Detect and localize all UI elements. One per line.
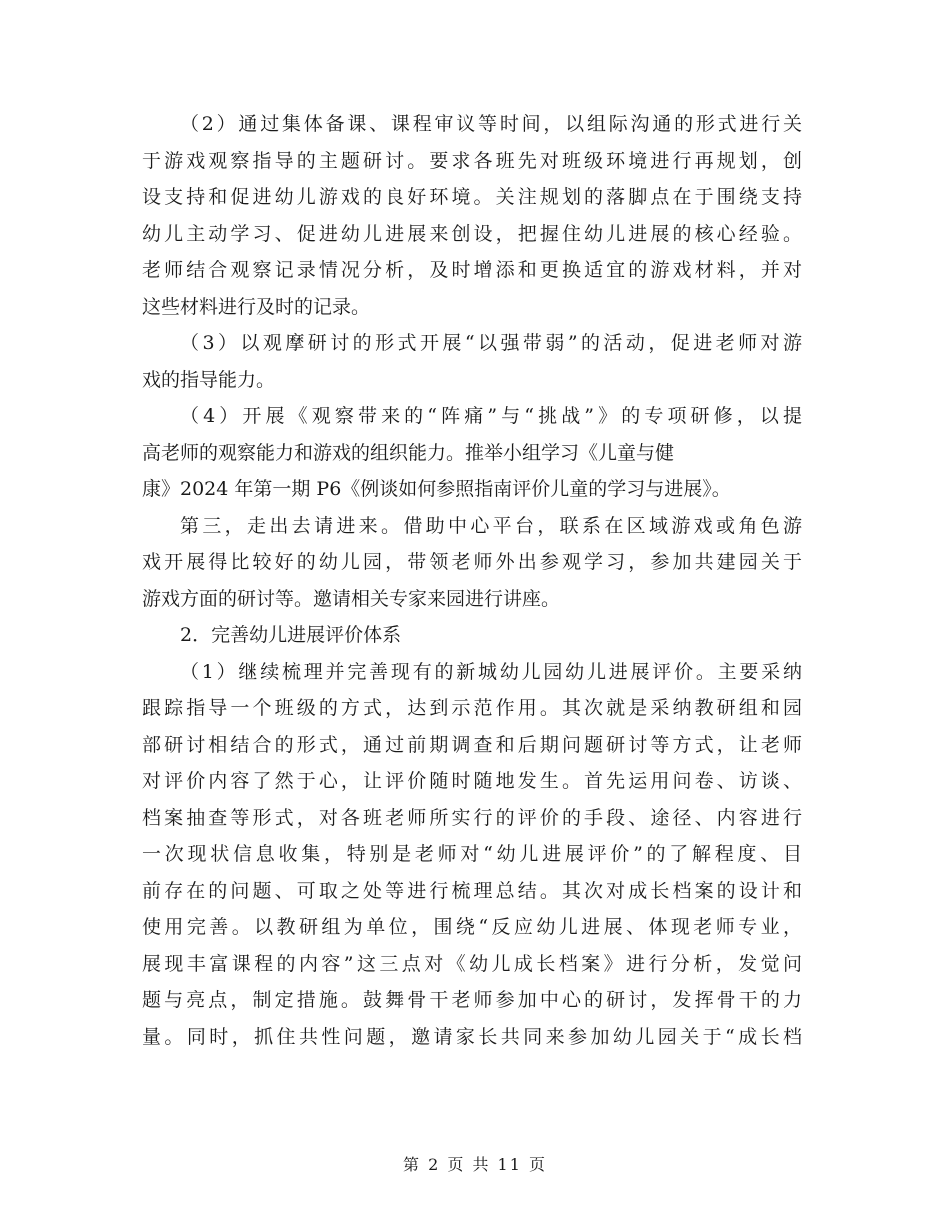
text-line: 跟踪指导一个班级的方式，达到示范作用。其次就是采纳教研组和园 — [142, 697, 802, 719]
text-line: 高老师的观察能力和游戏的组织能力。推举小组学习《儿童与健 — [142, 441, 675, 464]
text-line: 题与亮点，制定措施。鼓舞骨干老师参加中心的研讨，发挥骨干的力 — [142, 989, 802, 1011]
text-line: 部研讨相结合的形式，通过前期调查和后期问题研讨等方式，让老师 — [142, 733, 802, 756]
text-line: 设支持和促进幼儿游戏的良好环境。关注规划的落脚点在于围绕支持 — [142, 186, 802, 208]
text-line: 幼儿主动学习、促进幼儿进展来创设，把握住幼儿进展的核心经验。 — [142, 222, 802, 245]
text-line: 戏开展得比较好的幼儿园，带领老师外出参观学习，参加共建园关于 — [142, 551, 802, 573]
text-line: 这些材料进行及时的记录。 — [142, 295, 371, 318]
text-line: 游戏方面的研讨等。邀请相关专家来园进行讲座。 — [142, 587, 561, 610]
text-line: 一次现状信息收集，特别是老师对“幼儿进展评价”的了解程度、目 — [142, 843, 802, 865]
text-line: 2．完善幼儿进展评价体系 — [180, 624, 402, 646]
text-line: 戏的指导能力。 — [142, 368, 276, 391]
text-line: 于游戏观察指导的主题研讨。要求各班先对班级环境进行再规划，创 — [142, 149, 802, 172]
text-line: （2）通过集体备课、课程审议等时间，以组际沟通的形式进行关 — [180, 113, 802, 135]
page-number-footer: 第 2 页 共 11 页 — [403, 1155, 547, 1174]
text-line: 对评价内容了然于心，让评价随时随地发生。首先运用问卷、访谈、 — [142, 770, 802, 792]
text-line: 老师结合观察记录情况分析，及时增添和更换适宜的游戏材料，并对 — [142, 259, 802, 281]
text-line: 第三，走出去请进来。借助中心平台，联系在区域游戏或角色游 — [180, 514, 802, 537]
document-body — [142, 106, 810, 1055]
text-line: 康》2024 年第一期 P6《例谈如何参照指南评价儿童的学习与进展》。 — [142, 478, 731, 500]
text-line: 展现丰富课程的内容”这三点对《幼儿成长档案》进行分析，发觉问 — [142, 952, 802, 975]
text-line: 前存在的问题、可取之处等进行梳理总结。其次对成长档案的设计和 — [142, 879, 802, 902]
text-line: （4）开展《观察带来的“阵痛”与“挑战”》的专项研修，以提 — [180, 405, 802, 427]
text-line: 使用完善。以教研组为单位，围绕“反应幼儿进展、体现老师专业， — [142, 916, 802, 938]
text-line: 量。同时，抓住共性问题，邀请家长共同来参加幼儿园关于“成长档 — [142, 1025, 802, 1048]
text-line: （3）以观摩研讨的形式开展“以强带弱”的活动，促进老师对游 — [180, 332, 802, 354]
text-line: （1）继续梳理并完善现有的新城幼儿园幼儿进展评价。主要采纳 — [180, 660, 802, 683]
text-line: 档案抽查等形式，对各班老师所实行的评价的手段、途径、内容进行 — [142, 806, 802, 829]
